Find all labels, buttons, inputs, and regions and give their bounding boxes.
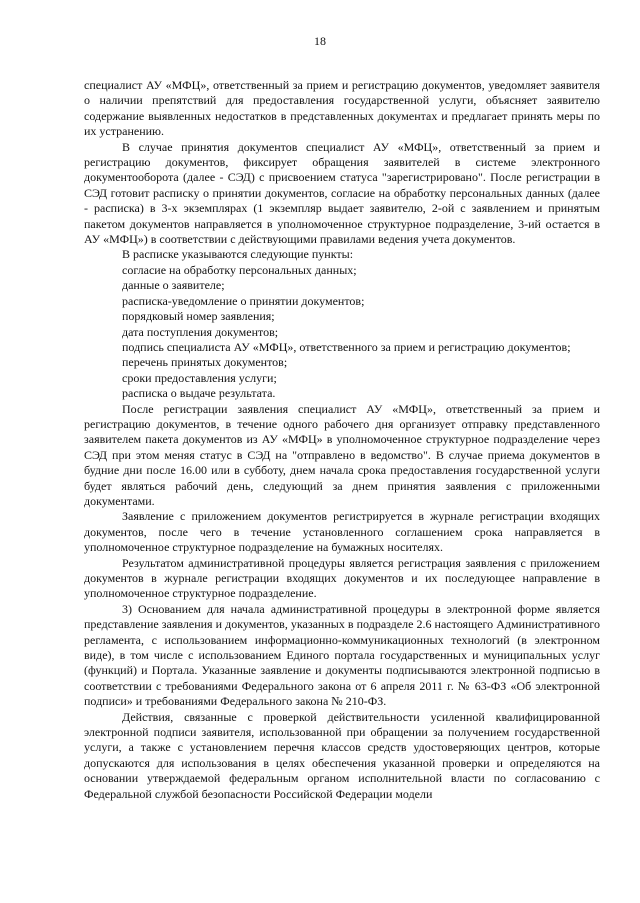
paragraph: После регистрации заявления специалист АУ «МФЦ», ответственный за прием и регистрацию документов, в течение одного рабочего дня организует отправку представленного заявителем пакета документов из АУ «МФЦ» в уполномоченное структурное подразделение через СЭД при этом меняя статус в СЭД на "отправлено в ведомство". В случае приема документов в будние дни после 16.00 или в субботу, днем начала срока предоставления государственной услуги будет являться рабочий день, следующий за днем принятия заявления с приложенными документами. bbox=[84, 401, 600, 508]
list-item: перечень принятых документов; bbox=[122, 355, 288, 370]
paragraph: Результатом административной процедуры является регистрация заявления с приложением документов в журнале регистрации входящих документов и их последующее направление в уполномоченное структурное подразделение. bbox=[84, 555, 600, 601]
paragraph: 3) Основанием для начала административной процедуры в электронной форме является представление заявления и документов, указанных в подразделе 2.6 настоящего Административного регламента, с использованием информационно-коммуникационных технологий (в электронном виде), в том числе с использованием Единого портала государственных и муниципальных услуг (функций) и Портала. Указанные заявление и документы подписываются электронной подписью в соответствии с требованиями Федерального закона от 6 апреля 2011 г. № 63-ФЗ «Об электронной подписи» и требованиями Федерального закона № 210-ФЗ. bbox=[84, 601, 600, 709]
list-item: дата поступления документов; bbox=[122, 324, 279, 339]
list-item: расписка-уведомление о принятии документов; bbox=[122, 293, 365, 308]
paragraph: специалист АУ «МФЦ», ответственный за прием и регистрацию документов, уведомляет заявителя о наличии препятствий для предоставления государственной услуги, объясняет заявителю содержание выявленных недостатков в представленных документах и предлагает принять меры по их устранению. bbox=[84, 78, 600, 139]
list-item: данные о заявителе; bbox=[122, 278, 225, 293]
list-item: расписка о выдаче результата. bbox=[122, 386, 276, 401]
paragraph: Действия, связанные с проверкой действительности усиленной квалифицированной электронной подписи заявителя, использованной при обращении за получением государственной услуги, а также с установлением перечня классов средств удостоверяющих центров, которые допускаются для использования в целях обеспечения указанной проверки и определяются на основании утверждаемой федеральным органом исполнительной власти по согласованию с Федеральной службой безопасности Российской Федерации модели bbox=[84, 709, 600, 801]
list-item: согласие на обработку персональных данных; bbox=[122, 262, 357, 277]
paragraph: Заявление с приложением документов регистрируется в журнале регистрации входящих документов, после чего в течение установленного соглашением срока направляется в уполномоченное структурное подразделение на бумажных носителях. bbox=[84, 509, 600, 555]
document-body bbox=[84, 78, 600, 802]
list-item: порядковый номер заявления; bbox=[122, 309, 275, 324]
paragraph: подпись специалиста АУ «МФЦ», ответственного за прием и регистрацию документов; bbox=[122, 339, 571, 354]
paragraph: В случае принятия документов специалист АУ «МФЦ», ответственный за прием и регистрацию документов, фиксирует обращения заявителей в системе электронного документооборота (далее - СЭД) с присвоением статуса "зарегистрировано". После регистрации в СЭД готовит расписку о принятии документов, согласие на обработку персональных данных (далее - расписка) в 3-х экземплярах (1 экземпляр выдает заявителю, 2-ой с заявлением и принятым пакетом документов направляется в уполномоченное структурное подразделение, 3-ий остается в АУ «МФЦ») в соответствии с действующими правилами ведения учета документов. bbox=[84, 139, 600, 247]
page-number: 18 bbox=[314, 34, 326, 48]
paragraph: В расписке указываются следующие пункты: bbox=[122, 247, 354, 262]
list-item: сроки предоставления услуги; bbox=[122, 370, 277, 385]
